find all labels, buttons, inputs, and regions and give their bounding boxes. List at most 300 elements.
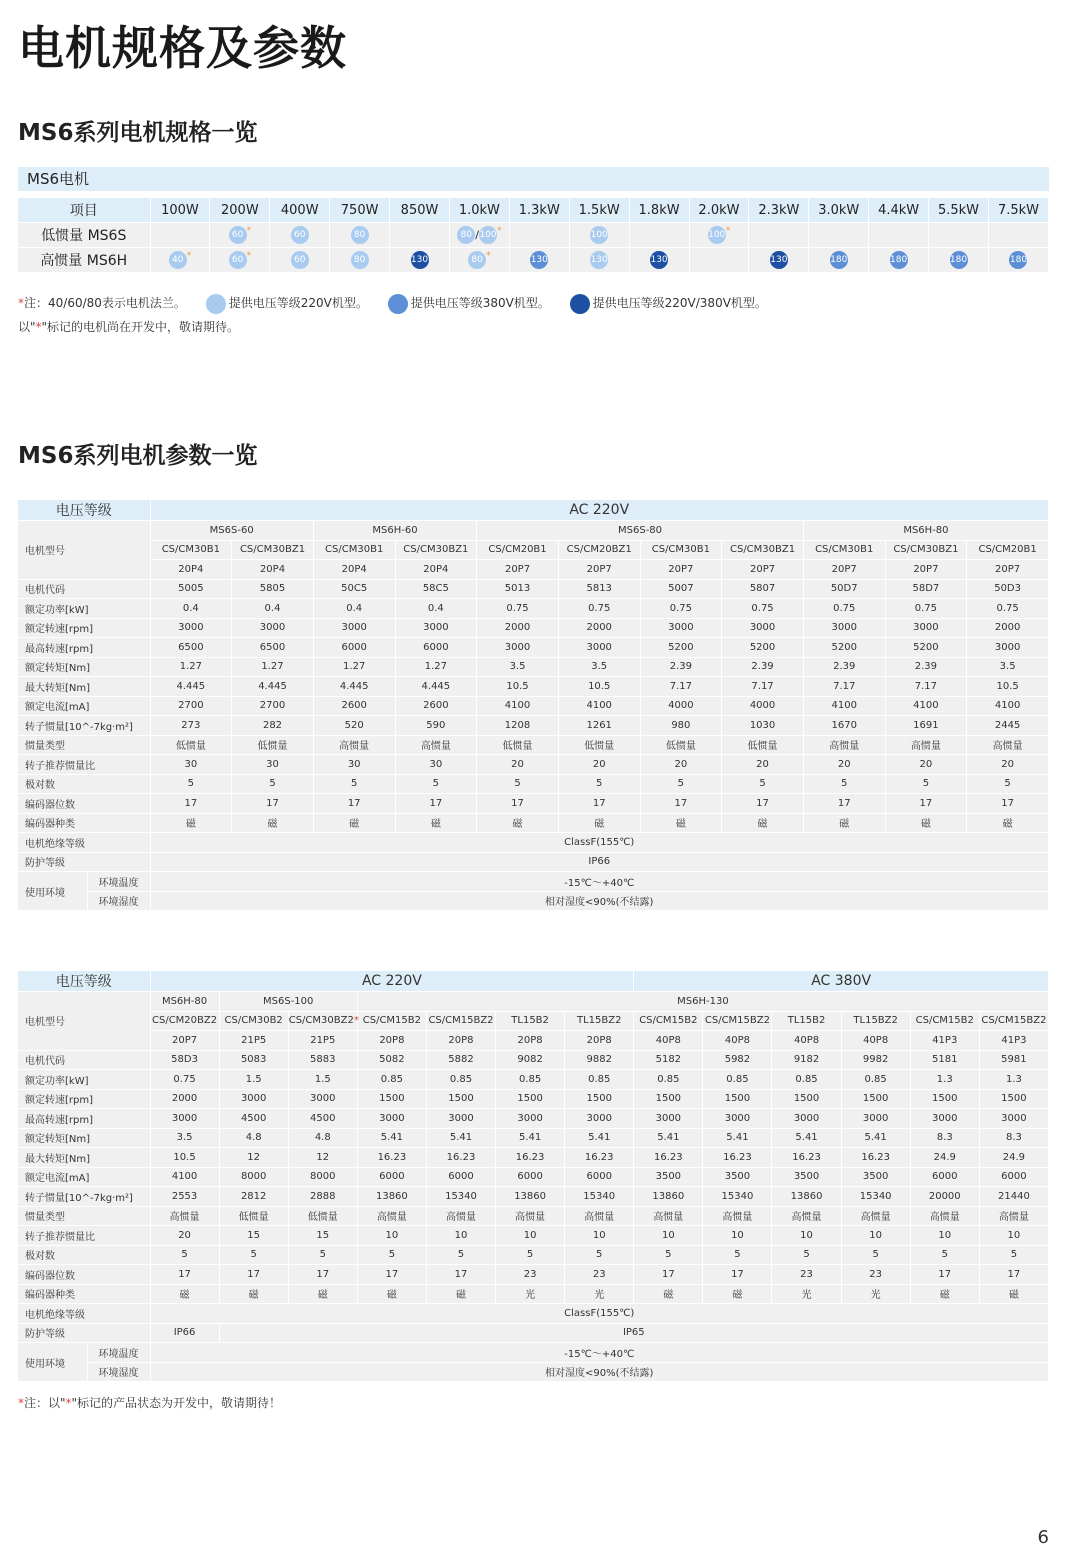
param-value: 3000: [722, 618, 804, 638]
param-value: 16.23: [565, 1148, 634, 1168]
param-label: 额定功率[kW]: [18, 599, 150, 619]
param-value: 16.23: [357, 1148, 426, 1168]
param-value: 23: [772, 1265, 841, 1285]
param-value: 20: [803, 755, 885, 775]
param-value: 980: [640, 716, 722, 736]
param-value: 3500: [703, 1167, 772, 1187]
spec-flange-cell: [809, 248, 869, 273]
param-value: 21440: [979, 1187, 1048, 1207]
param-value: 16.23: [703, 1148, 772, 1168]
param-value: 2.39: [803, 657, 885, 677]
param-value: 17: [885, 794, 967, 814]
param-value: 9082: [496, 1050, 565, 1070]
param-label: 额定转矩[Nm]: [18, 657, 150, 677]
model-name: CS/CM15B2: [915, 1015, 974, 1027]
bottom-note-star: *: [65, 1396, 72, 1410]
model-group-row: [18, 992, 1049, 1012]
param-value: 17: [426, 1265, 495, 1285]
param-value: 1.5: [219, 1070, 288, 1090]
legend-dot-220v-icon: [206, 294, 226, 314]
param-value: 0.4: [150, 599, 232, 619]
param-value: 0.85: [772, 1070, 841, 1090]
env-humidity-row: [18, 1362, 1049, 1382]
param-value: 13860: [357, 1187, 426, 1207]
param-value: 13860: [496, 1187, 565, 1207]
param-row: [18, 716, 1049, 736]
param-value: 0.75: [885, 599, 967, 619]
spec-power-cell: 1.5kW: [569, 198, 629, 223]
param-value: 3000: [772, 1109, 841, 1129]
param-value: 高惯量: [910, 1206, 979, 1226]
param-value: 20: [885, 755, 967, 775]
param-value: 1500: [496, 1089, 565, 1109]
insulation-value: ClassF(155℃): [150, 1304, 1049, 1324]
param-label: 额定功率[kW]: [18, 1070, 150, 1090]
param-value: 0.85: [357, 1070, 426, 1090]
flange-badge: 180: [890, 251, 908, 269]
spec-flange-cell: [689, 223, 749, 248]
param-value: 5: [558, 774, 640, 794]
param-row: [18, 638, 1049, 658]
param-row: [18, 1109, 1049, 1129]
model-cell: [232, 540, 314, 560]
voltage-row: [18, 971, 1049, 992]
suffix-cell: 20P7: [803, 560, 885, 580]
dev-star: *: [486, 251, 491, 261]
param-value: 2812: [219, 1187, 288, 1207]
param-value: 5200: [722, 638, 804, 658]
model-name: TL15B2: [511, 1015, 549, 1027]
param-value: 520: [313, 716, 395, 736]
param-value: 50D7: [803, 579, 885, 599]
param-value: 6000: [496, 1167, 565, 1187]
param-value: 17: [288, 1265, 357, 1285]
param-value: 6000: [313, 638, 395, 658]
param-label: 电机代码: [18, 579, 150, 599]
model-cell: [558, 540, 640, 560]
param-value: 高惯量: [885, 735, 967, 755]
spec-flange-cell: [929, 223, 989, 248]
param-label: 转子惯量[10^-7kg·m²]: [18, 716, 150, 736]
suffix-cell: 20P4: [313, 560, 395, 580]
param-value: 17: [722, 794, 804, 814]
temp-value: -15℃～+40℃: [150, 872, 1049, 892]
param-row: [18, 794, 1049, 814]
param-value: 16.23: [841, 1148, 910, 1168]
suffix-cell: 20P4: [150, 560, 232, 580]
param-value: 4000: [722, 696, 804, 716]
model-name: CS/CM20BZ2: [152, 1015, 218, 1027]
param-value: 282: [232, 716, 314, 736]
model-row: [18, 1011, 1049, 1031]
protection-value-b: IP65: [219, 1323, 1048, 1343]
spec-power-cell: 1.0kW: [449, 198, 509, 223]
spec-flange-cell: [749, 248, 809, 273]
param-value: 17: [703, 1265, 772, 1285]
param-value: 5: [150, 774, 232, 794]
model-cell: [885, 540, 967, 560]
suffix-cell: 21P5: [288, 1031, 357, 1051]
param-value: 4500: [219, 1109, 288, 1129]
model-name: TL15BZ2: [853, 1015, 898, 1027]
param-value: 0.85: [496, 1070, 565, 1090]
param-value: 高惯量: [395, 735, 477, 755]
param-value: 6000: [357, 1167, 426, 1187]
param-value: 1208: [477, 716, 559, 736]
param-value: 5082: [357, 1050, 426, 1070]
flange-badge: 130: [590, 251, 608, 269]
param-value: 0.85: [841, 1070, 910, 1090]
param-value: 6500: [232, 638, 314, 658]
model-name: CS/CM15B2: [362, 1015, 422, 1027]
model-group-row: [18, 521, 1049, 541]
param-label: 最高转速[rpm]: [18, 638, 150, 658]
param-value: 5.41: [841, 1128, 910, 1148]
param-value: 30: [232, 755, 314, 775]
param-value: 8.3: [979, 1128, 1048, 1148]
param-value: 10: [426, 1226, 495, 1246]
param-value: 4.8: [288, 1128, 357, 1148]
param-label: 编码器位数: [18, 794, 150, 814]
model-name: TL15B2: [787, 1015, 826, 1027]
param-value: 4100: [558, 696, 640, 716]
param-value: 4100: [967, 696, 1049, 716]
suffix-cell: 21P5: [219, 1031, 288, 1051]
param-value: 磁: [967, 813, 1049, 833]
flange-badge: 40: [169, 251, 187, 269]
param-value: 3500: [841, 1167, 910, 1187]
suffix-cell: 20P8: [565, 1031, 634, 1051]
flange-badge: 130: [650, 251, 668, 269]
spec-power-cell: 5.5kW: [929, 198, 989, 223]
param-value: 磁: [150, 813, 232, 833]
param-value: 20000: [910, 1187, 979, 1207]
param-value: 磁: [885, 813, 967, 833]
param-value: 磁: [703, 1284, 772, 1304]
param-value: 6000: [910, 1167, 979, 1187]
param-row: [18, 1265, 1049, 1285]
insulation-row: [18, 833, 1049, 853]
insulation-label: 电机绝缘等级: [18, 833, 150, 853]
param-value: 1500: [634, 1089, 703, 1109]
param-row: [18, 677, 1049, 697]
param-label: 编码器位数: [18, 1265, 150, 1285]
suffix-cell: 40P8: [841, 1031, 910, 1051]
protection-label: 防护等级: [18, 1323, 150, 1343]
model-cell: [565, 1011, 634, 1031]
param-value: 5181: [910, 1050, 979, 1070]
spec-flange-cell: [809, 223, 869, 248]
param-value: 5.41: [772, 1128, 841, 1148]
param-value: 0.75: [558, 599, 640, 619]
model-name: CS/CM15B2: [639, 1015, 698, 1027]
param-value: 12: [288, 1148, 357, 1168]
param-value: 2553: [150, 1187, 219, 1207]
param-value: 13860: [634, 1187, 703, 1207]
param-value: 3000: [150, 618, 232, 638]
param-value: 2000: [967, 618, 1049, 638]
param-value: 高惯量: [426, 1206, 495, 1226]
param-value: 光: [496, 1284, 565, 1304]
param-value: 高惯量: [150, 1206, 219, 1226]
param-value: 58D7: [885, 579, 967, 599]
humidity-label: 环境湿度: [87, 891, 150, 911]
spec-flange-cell: [210, 223, 270, 248]
model-name: CS/CM15BZ2: [981, 1015, 1047, 1027]
param-value: 5: [841, 1245, 910, 1265]
param-row: [18, 1226, 1049, 1246]
spec-power-cell: 2.3kW: [749, 198, 809, 223]
param-value: 2700: [232, 696, 314, 716]
param-value: 3000: [967, 638, 1049, 658]
param-label: 最大转矩[Nm]: [18, 1148, 150, 1168]
param-value: 10: [703, 1226, 772, 1246]
param-value: 磁: [150, 1284, 219, 1304]
param-value: 4.445: [150, 677, 232, 697]
param-label: 额定电流[mA]: [18, 696, 150, 716]
flange-badge: 100: [479, 226, 497, 244]
model-cell: [496, 1011, 565, 1031]
model-name: CS/CM30BZ1: [239, 544, 306, 556]
param-label: 转子推荐惯量比: [18, 1226, 150, 1246]
section-title-spec: MS6系列电机规格一览: [18, 120, 258, 146]
model-name: CS/CM30BZ1: [729, 544, 796, 556]
model-name: CS/CM20B1: [488, 544, 547, 556]
flange-badge: 60: [229, 251, 247, 269]
param-value: 3000: [565, 1109, 634, 1129]
param-value: 5200: [885, 638, 967, 658]
param-row: [18, 599, 1049, 619]
param-value: 1500: [979, 1089, 1048, 1109]
flange-badge: 80: [351, 251, 369, 269]
param-value: 0.85: [565, 1070, 634, 1090]
param-value: 17: [313, 794, 395, 814]
protection-value: IP66: [150, 852, 1049, 872]
param-value: 4100: [150, 1167, 219, 1187]
param-value: 2600: [395, 696, 477, 716]
spec-flange-cell: [569, 248, 629, 273]
param-value: 1500: [357, 1089, 426, 1109]
param-value: 3000: [426, 1109, 495, 1129]
param-value: 1500: [841, 1089, 910, 1109]
param-value: 2888: [288, 1187, 357, 1207]
param-value: 低惯量: [477, 735, 559, 755]
model-name: CS/CM30BZ1: [893, 544, 959, 556]
param-value: 3000: [885, 618, 967, 638]
suffix-cell: 20P8: [357, 1031, 426, 1051]
param-value: 1261: [558, 716, 640, 736]
spec-flange-cell: [270, 248, 330, 273]
flange-badge: 60: [229, 226, 247, 244]
suffix-cell: 20P8: [496, 1031, 565, 1051]
param-value: 0.75: [150, 1070, 219, 1090]
param-value: 磁: [477, 813, 559, 833]
param-value: 0.75: [967, 599, 1049, 619]
spec-flange-cell: [629, 248, 689, 273]
dev-star: *: [246, 251, 252, 261]
param-value: 5.41: [634, 1128, 703, 1148]
model-group: MS6S-100: [219, 992, 357, 1012]
spec-power-cell: 750W: [330, 198, 390, 223]
param-value: 8000: [288, 1167, 357, 1187]
param-value: 16.23: [426, 1148, 495, 1168]
model-cell: [703, 1011, 772, 1031]
dev-star: *: [246, 226, 252, 236]
param-value: 20: [967, 755, 1049, 775]
param-value: 23: [565, 1265, 634, 1285]
protection-label: 防护等级: [18, 852, 150, 872]
param-value: 5: [150, 1245, 219, 1265]
model-cell: [219, 1011, 288, 1031]
spec-flange-cell: [449, 223, 509, 248]
param-value: 高惯量: [357, 1206, 426, 1226]
param-value: 17: [150, 794, 232, 814]
param-row: [18, 735, 1049, 755]
bottom-note: [18, 1394, 281, 1411]
param-label: 额定转速[rpm]: [18, 618, 150, 638]
param-value: 5200: [640, 638, 722, 658]
bottom-note-star-lead: *: [18, 1396, 24, 1410]
param-value: 50D3: [967, 579, 1049, 599]
param-value: 1.27: [313, 657, 395, 677]
param-value: 高惯量: [313, 735, 395, 755]
param-value: 1.27: [232, 657, 314, 677]
param-value: 磁: [634, 1284, 703, 1304]
param-value: 30: [313, 755, 395, 775]
param-value: 4000: [640, 696, 722, 716]
param-value: 16.23: [772, 1148, 841, 1168]
spec-power-cell: 1.3kW: [509, 198, 569, 223]
param-value: 5: [772, 1245, 841, 1265]
param-value: 5083: [219, 1050, 288, 1070]
model-name: CS/CM30BZ1: [403, 544, 469, 556]
temp-value: -15℃～+40℃: [150, 1343, 1049, 1363]
param-value: 2600: [313, 696, 395, 716]
flange-badge: 130: [411, 251, 429, 269]
param-label: 最大转矩[Nm]: [18, 677, 150, 697]
param-value: 3000: [979, 1109, 1048, 1129]
spec-power-cell: 2.0kW: [689, 198, 749, 223]
param-value: 5: [496, 1245, 565, 1265]
model-group: MS6H-60: [313, 521, 476, 541]
param-value: 15: [288, 1226, 357, 1246]
param-value: 5813: [558, 579, 640, 599]
param-value: 30: [150, 755, 232, 775]
param-value: 0.85: [634, 1070, 703, 1090]
model-cell: [634, 1011, 703, 1031]
voltage-row: [18, 500, 1049, 521]
param-value: 2445: [967, 716, 1049, 736]
model-row: [18, 540, 1049, 560]
spec-power-cell: 7.5kW: [988, 198, 1048, 223]
param-value: 6000: [565, 1167, 634, 1187]
param-label: 编码器种类: [18, 1284, 150, 1304]
legend-line2-star: *: [35, 320, 42, 334]
param-value: 低惯量: [150, 735, 232, 755]
param-value: 5: [979, 1245, 1048, 1265]
param-row: [18, 1070, 1049, 1090]
env-humidity-row: [18, 891, 1049, 911]
param-value: 高惯量: [967, 735, 1049, 755]
param-value: 58D3: [150, 1050, 219, 1070]
suffix-cell: 20P7: [150, 1031, 219, 1051]
param-value: 5: [313, 774, 395, 794]
param-value: 3500: [772, 1167, 841, 1187]
spec-flange-cell: [869, 248, 929, 273]
model-name: CS/CM30B1: [325, 544, 384, 556]
param-value: 磁: [979, 1284, 1048, 1304]
param-value: 8.3: [910, 1128, 979, 1148]
param-label: 编码器种类: [18, 813, 150, 833]
param-value: 0.4: [232, 599, 314, 619]
legend-dot-380v-icon: [388, 294, 408, 314]
param-value: 3000: [841, 1109, 910, 1129]
flange-badge: 130: [530, 251, 548, 269]
param-value: 23: [496, 1265, 565, 1285]
env-label: 使用环境: [18, 1343, 87, 1382]
model-group: MS6H-80: [150, 992, 219, 1012]
param-value: 12: [219, 1148, 288, 1168]
param-value: 5883: [288, 1050, 357, 1070]
param-value: 20: [558, 755, 640, 775]
param-value: 3000: [313, 618, 395, 638]
param-value: 2000: [558, 618, 640, 638]
param-value: 2.39: [722, 657, 804, 677]
env-label: 使用环境: [18, 872, 87, 911]
param-value: 5005: [150, 579, 232, 599]
param-value: 磁: [395, 813, 477, 833]
flange-badge: 180: [950, 251, 968, 269]
spec-flange-cell: [749, 223, 809, 248]
flange-badge: 180: [1009, 251, 1027, 269]
param-table-1: [18, 500, 1049, 911]
spec-header-label: MS6电机: [27, 170, 90, 188]
spec-power-cell: 4.4kW: [869, 198, 929, 223]
model-label: 电机型号: [18, 992, 150, 1051]
spec-flange-cell: [629, 223, 689, 248]
legend-note: 注：40/60/80表示电机法兰。: [24, 296, 186, 310]
param-value: 0.75: [803, 599, 885, 619]
param-value: 10: [357, 1226, 426, 1246]
param-value: 3000: [357, 1109, 426, 1129]
flange-separator: /: [475, 228, 479, 242]
param-value: 20: [722, 755, 804, 775]
param-value: 2000: [477, 618, 559, 638]
flange-badge: 80: [468, 251, 486, 269]
param-label: 转子惯量[10^-7kg·m²]: [18, 1187, 150, 1207]
page-title: 电机规格及参数: [18, 21, 347, 75]
dev-star: *: [725, 226, 731, 236]
param-label: 惯量类型: [18, 735, 150, 755]
param-value: 2.39: [885, 657, 967, 677]
param-value: 1.27: [395, 657, 477, 677]
param-value: 3.5: [477, 657, 559, 677]
param-value: 1.5: [288, 1070, 357, 1090]
model-group: MS6S-80: [477, 521, 804, 541]
param-value: 0.4: [395, 599, 477, 619]
model-name: CS/CM20B1: [978, 544, 1037, 556]
param-value: 15340: [426, 1187, 495, 1207]
param-value: 10: [634, 1226, 703, 1246]
param-label: 额定转矩[Nm]: [18, 1128, 150, 1148]
param-value: 17: [357, 1265, 426, 1285]
param-value: 5805: [232, 579, 314, 599]
param-value: 3000: [477, 638, 559, 658]
param-value: 3.5: [558, 657, 640, 677]
param-value: 6000: [395, 638, 477, 658]
param-value: 50C5: [313, 579, 395, 599]
param-value: 3000: [803, 618, 885, 638]
